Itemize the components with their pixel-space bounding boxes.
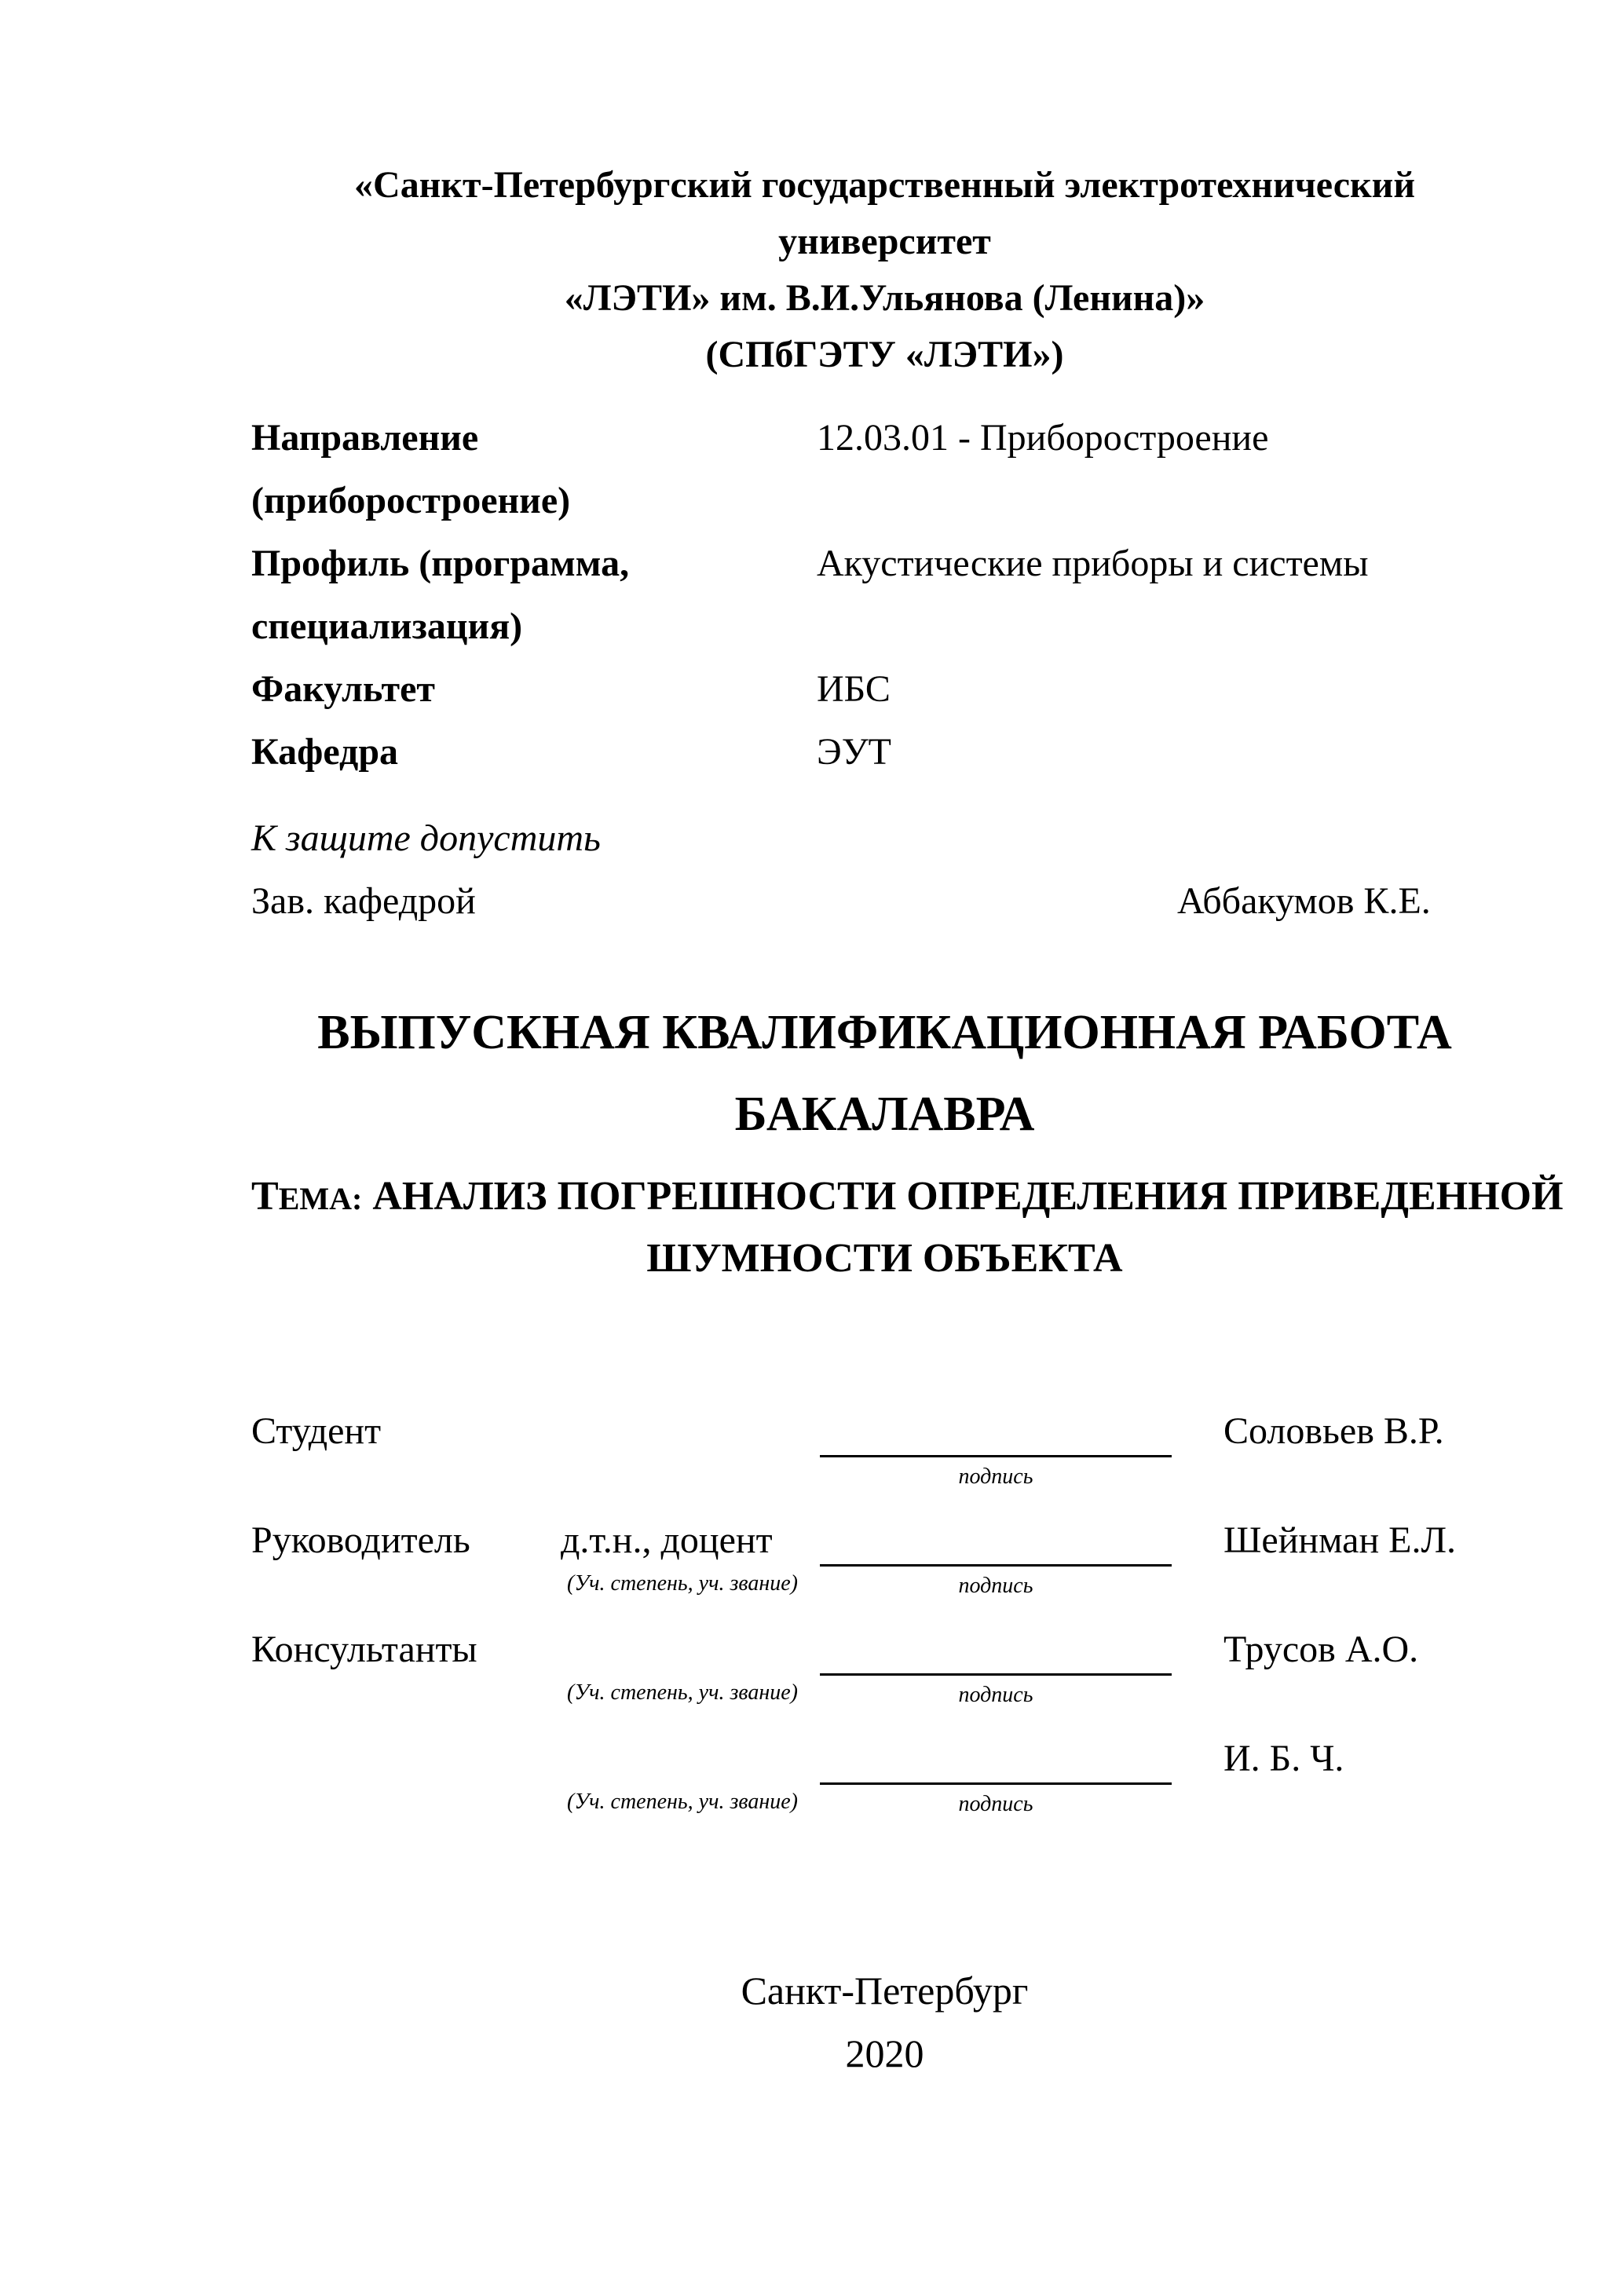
thesis-theme	[251, 1167, 1564, 1289]
signature-cell	[820, 1628, 1172, 1709]
header-line: (СПбГЭТУ «ЛЭТИ»)	[705, 334, 1064, 375]
role-label: Консультанты	[251, 1629, 477, 1670]
signature-cell	[820, 1409, 1172, 1490]
signature-row	[251, 1628, 1518, 1709]
signature-caption: подпись	[958, 1574, 1033, 1598]
field-label: Факультет	[251, 668, 435, 710]
signature-line	[820, 1737, 1172, 1785]
signature-line	[820, 1519, 1172, 1567]
signature-cell	[820, 1737, 1172, 1818]
field-row	[251, 721, 1518, 784]
header-line: университет	[778, 221, 991, 262]
role-label: Студент	[251, 1410, 382, 1452]
degree-caption: (Уч. степень, уч. звание)	[567, 1680, 798, 1705]
footer	[251, 1959, 1518, 2085]
degree-text	[561, 1628, 820, 1673]
signatory-name: Шейнман Е.Л.	[1223, 1519, 1457, 1561]
degree-text	[561, 1737, 820, 1782]
admission-section	[251, 807, 1518, 933]
degree-text	[561, 1409, 820, 1455]
field-value: ЭУТ	[817, 731, 891, 773]
university-header	[251, 157, 1518, 383]
degree-cell	[561, 1737, 820, 1818]
field-label: Профиль (программа, специализация)	[251, 543, 630, 647]
city: Санкт-Петербург	[741, 1969, 1029, 2013]
signature-caption: подпись	[958, 1464, 1033, 1489]
signatory-name: Трусов А.О.	[1223, 1629, 1419, 1670]
role-label	[251, 1737, 561, 1782]
degree-cell	[561, 1628, 820, 1709]
signature-row	[251, 1737, 1518, 1818]
signature-cell	[820, 1519, 1172, 1600]
field-value: Акустические приборы и системы	[817, 543, 1369, 584]
degree-caption: (Уч. степень, уч. звание)	[567, 1571, 798, 1596]
admission-note: К защите допустить	[251, 817, 601, 859]
signature-block	[251, 1409, 1518, 1818]
degree-cell	[561, 1409, 820, 1490]
header-line: «ЛЭТИ» им. В.И.Ульянова (Ленина)»	[564, 277, 1205, 319]
signatory-name: Соловьев В.Р.	[1223, 1410, 1444, 1452]
signature-caption: подпись	[958, 1683, 1033, 1707]
thesis-title-line: ВЫПУСКНАЯ КВАЛИФИКАЦИОННАЯ РАБОТА	[317, 1006, 1452, 1059]
signatory-name: И. Б. Ч.	[1223, 1738, 1344, 1779]
year: 2020	[845, 2031, 924, 2075]
degree-cell	[561, 1519, 820, 1600]
signature-line	[820, 1409, 1172, 1457]
program-fields	[251, 407, 1518, 784]
field-value: ИБС	[817, 668, 891, 710]
field-row	[251, 532, 1518, 658]
field-label: Направление (приборостроение)	[251, 417, 571, 521]
field-value: 12.03.01 - Приборостроение	[817, 417, 1269, 459]
field-row	[251, 407, 1518, 532]
thesis-title-line: БАКАЛАВРА	[734, 1088, 1035, 1141]
theme-label: Т	[251, 1174, 279, 1219]
degree-caption: (Уч. степень, уч. звание)	[567, 1790, 798, 1814]
header-line: «Санкт-Петербургский государственный электротехнический	[354, 164, 1415, 206]
signature-row	[251, 1409, 1518, 1490]
degree-text: д.т.н., доцент	[561, 1519, 773, 1561]
department-head-row	[251, 870, 1518, 933]
field-row	[251, 658, 1518, 721]
signature-line	[820, 1628, 1172, 1676]
department-head-label: Зав. кафедрой	[251, 880, 476, 922]
field-label: Кафедра	[251, 731, 399, 773]
signature-caption: подпись	[958, 1792, 1033, 1816]
signature-row	[251, 1519, 1518, 1600]
theme-line: ТЕМА: АНАЛИЗ ПОГРЕШНОСТИ ОПРЕДЕЛЕНИЯ ПРИВЕДЕННОЙ	[251, 1174, 1564, 1219]
thesis-title	[251, 992, 1518, 1155]
theme-line: ШУМНОСТИ ОБЪЕКТА	[646, 1236, 1123, 1281]
role-label: Руководитель	[251, 1519, 470, 1561]
department-head-name: Аббакумов К.Е.	[1177, 880, 1431, 922]
